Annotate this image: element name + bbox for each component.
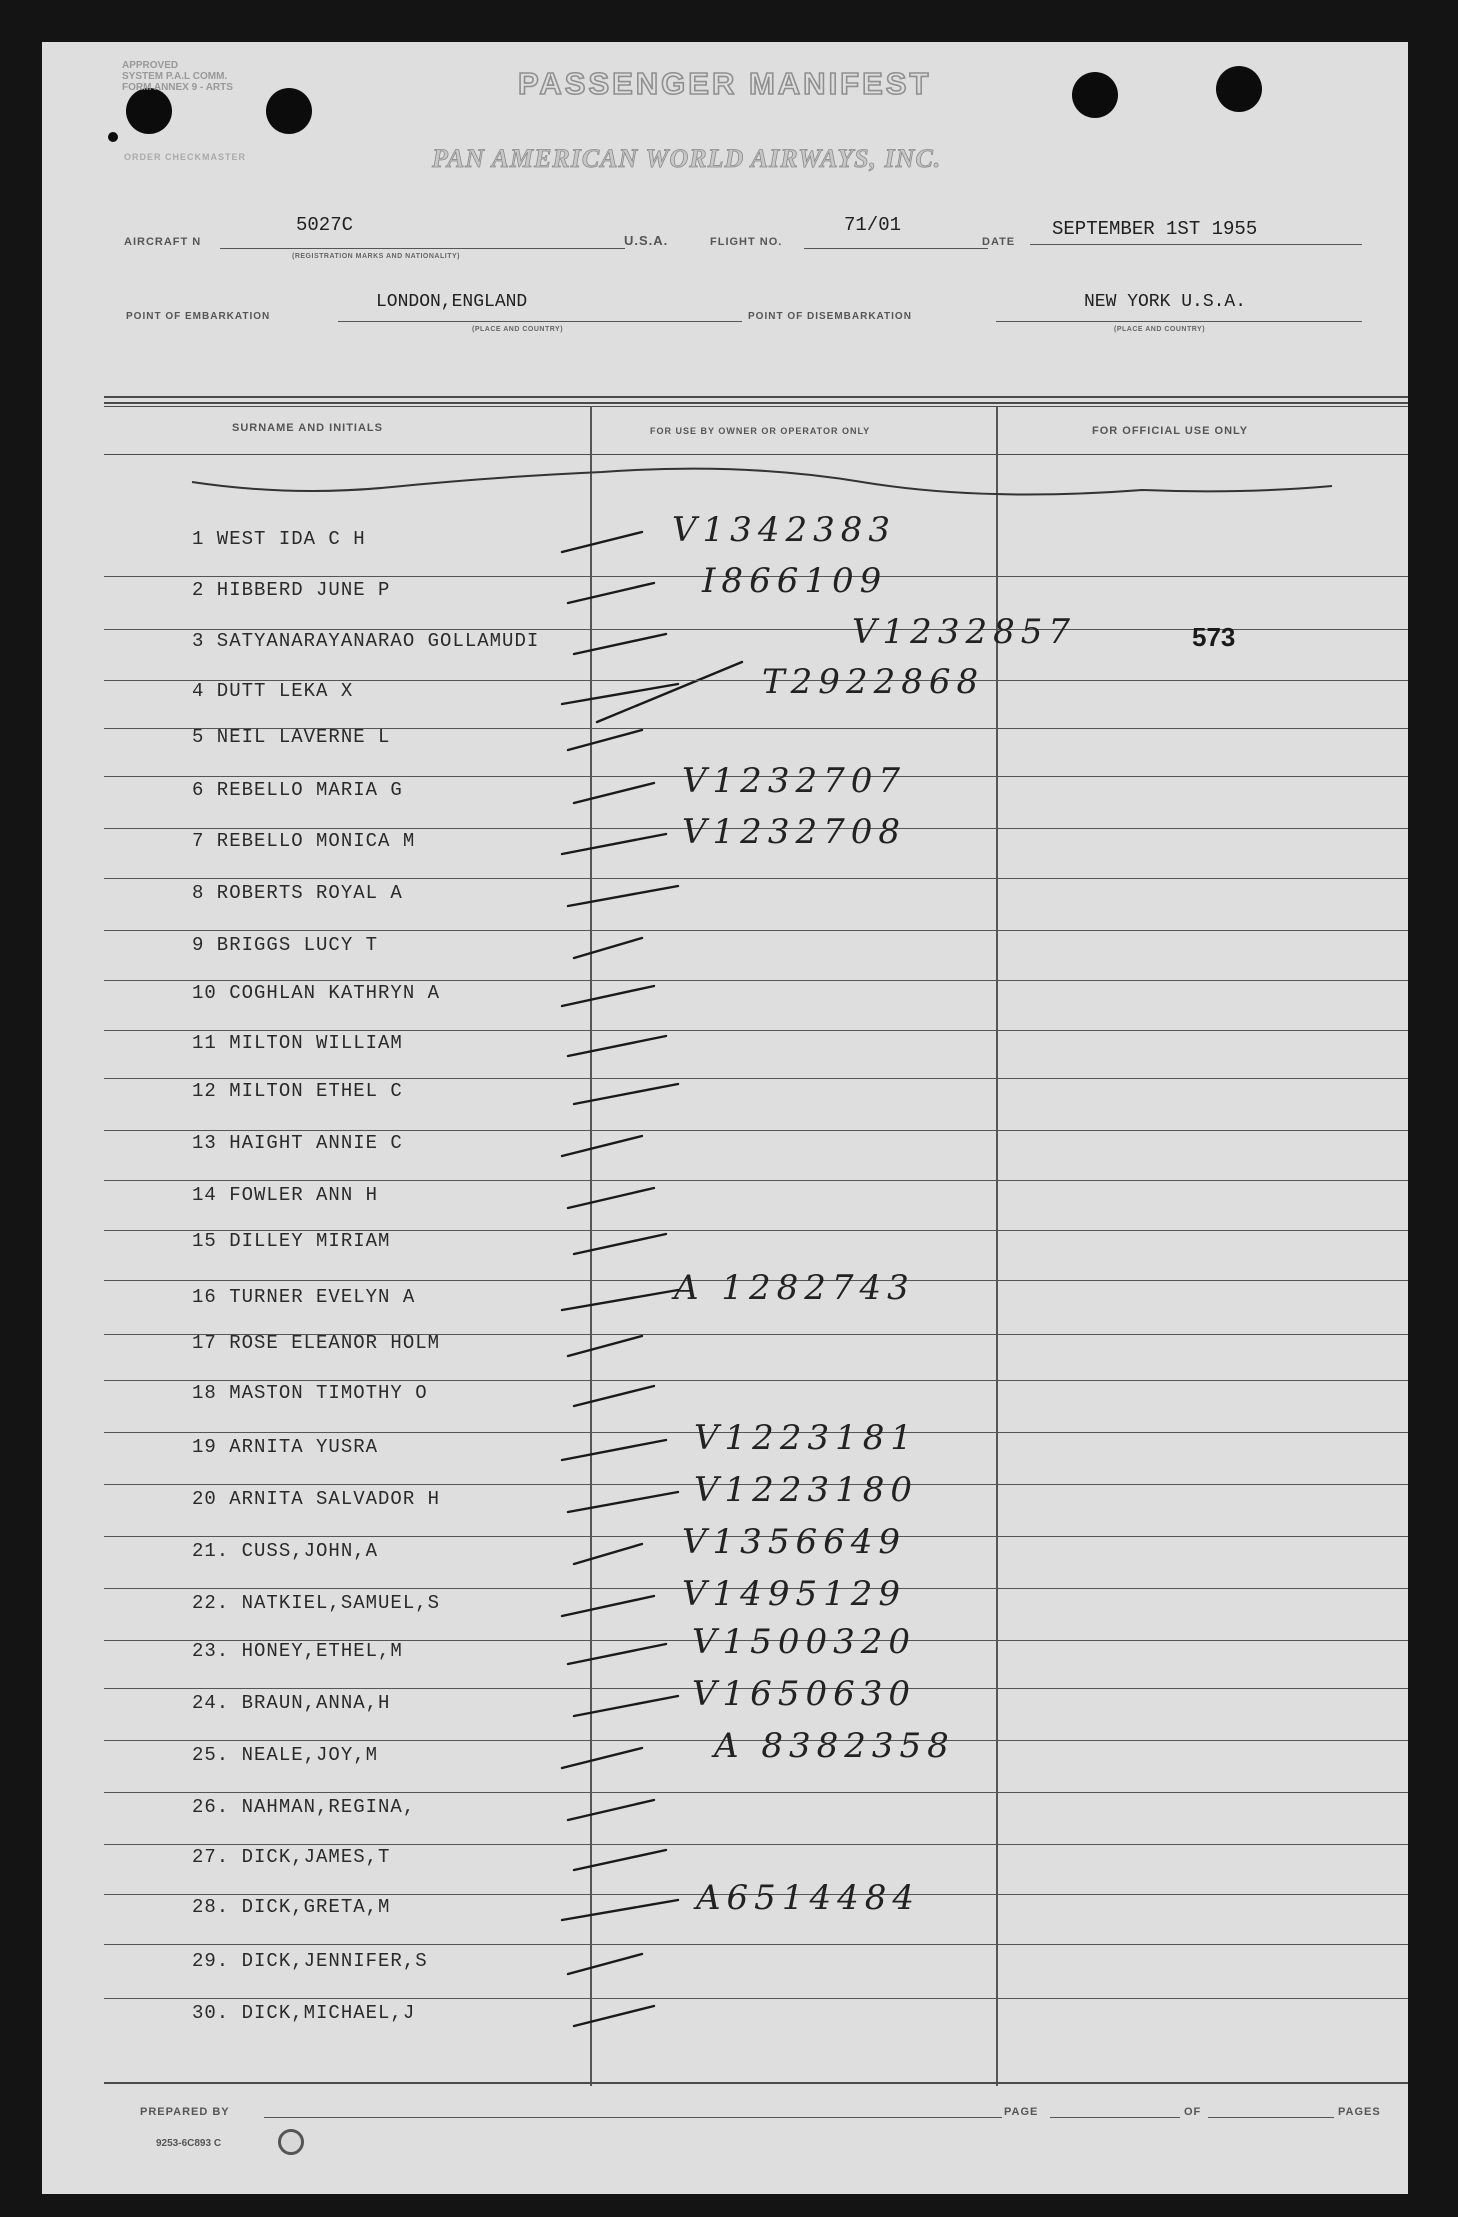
row-rule: [104, 1380, 1408, 1381]
passenger-name: 29. DICK,JENNIFER,S: [192, 1950, 428, 1972]
passenger-name: 18 MASTON TIMOTHY O: [192, 1382, 428, 1404]
embarkation-caption: (PLACE AND COUNTRY): [472, 326, 564, 333]
check-mark: [568, 1036, 666, 1056]
passenger-name: 28. DICK,GRETA,M: [192, 1896, 391, 1918]
form-number: 9253-6C893 C: [156, 2138, 222, 2149]
passenger-name: 24. BRAUN,ANNA,H: [192, 1692, 391, 1714]
check-mark: [568, 730, 642, 750]
disembarkation-caption: (PLACE AND COUNTRY): [1114, 326, 1206, 333]
document-number: V1232708: [682, 812, 906, 852]
usa-label: U.S.A.: [624, 233, 669, 248]
passenger-name: 14 FOWLER ANN H: [192, 1184, 379, 1206]
passenger-name: 23. HONEY,ETHEL,M: [192, 1640, 403, 1662]
column-header-surname: SURNAME AND INITIALS: [232, 422, 383, 434]
of-label: OF: [1184, 2106, 1202, 2118]
passenger-name: 20 ARNITA SALVADOR H: [192, 1488, 441, 1510]
order-stamp: ORDER CHECKMASTER: [124, 152, 247, 162]
passenger-name: 9 BRIGGS LUCY T: [192, 934, 379, 956]
check-mark: [574, 1234, 666, 1254]
column-header-official: FOR OFFICIAL USE ONLY: [1092, 425, 1249, 437]
flight-value: 71/01: [844, 214, 902, 236]
row-rule: [104, 878, 1408, 879]
passenger-name: 1 WEST IDA C H: [192, 528, 366, 550]
passenger-name: 10 COGHLAN KATHRYN A: [192, 982, 441, 1004]
document-number: A6514484: [696, 1878, 920, 1918]
check-mark: [574, 1084, 678, 1104]
check-mark: [568, 1800, 654, 1820]
check-mark: [562, 834, 666, 854]
check-mark: [562, 1136, 642, 1156]
passenger-name: 26. NAHMAN,REGINA,: [192, 1796, 416, 1818]
passenger-name: 25. NEALE,JOY,M: [192, 1744, 379, 1766]
row-rule: [104, 1130, 1408, 1131]
passenger-name: 15 DILLEY MIRIAM: [192, 1230, 391, 1252]
row-rule: [104, 980, 1408, 981]
passenger-name: 7 REBELLO MONICA M: [192, 830, 416, 852]
row-rule: [104, 1078, 1408, 1079]
passenger-name: 27. DICK,JAMES,T: [192, 1846, 391, 1868]
official-number: 573: [1192, 622, 1236, 652]
check-mark: [574, 1696, 678, 1716]
check-mark: [574, 2006, 654, 2026]
approval-stamp: APPROVED SYSTEM P.A.L COMM. FORM ANNEX 9 - ARTS: [122, 60, 233, 93]
aircraft-value: 5027C: [296, 214, 354, 236]
date-label: DATE: [982, 236, 1016, 248]
document-number: V1223181: [694, 1418, 918, 1458]
check-mark: [568, 1336, 642, 1356]
check-mark: [568, 1188, 654, 1208]
row-rule: [104, 1944, 1408, 1945]
disembarkation-value: NEW YORK U.S.A.: [1084, 292, 1247, 312]
prepared-by-label: PREPARED BY: [140, 2106, 230, 2118]
row-rule: [104, 1844, 1408, 1845]
row-rule: [104, 1792, 1408, 1793]
check-mark: [597, 662, 742, 722]
document-number: V1232857: [852, 612, 1076, 652]
document-number: V1495129: [682, 1574, 906, 1614]
document-number: V1223180: [694, 1470, 918, 1510]
document-number: T2922868: [762, 662, 985, 702]
check-mark: [568, 1492, 678, 1512]
document-number: A 8382358: [714, 1726, 955, 1766]
passenger-name: 2 HIBBERD JUNE P: [192, 579, 391, 601]
handwriting-overlay: [42, 42, 1408, 2194]
check-mark: [568, 1644, 666, 1664]
flight-label: FLIGHT NO.: [710, 236, 783, 248]
document-number: V1356649: [682, 1522, 906, 1562]
row-rule: [104, 1180, 1408, 1181]
union-seal-icon: [278, 2129, 304, 2155]
document-number: V1342383: [672, 510, 896, 550]
disembarkation-label: POINT OF DISEMBARKATION: [748, 311, 912, 322]
aircraft-label: AIRCRAFT N: [124, 236, 202, 248]
page-underline: [1050, 2117, 1180, 2118]
passenger-name: 6 REBELLO MARIA G: [192, 779, 403, 801]
passenger-name: 13 HAIGHT ANNIE C: [192, 1132, 403, 1154]
check-mark: [568, 886, 678, 906]
check-mark: [574, 1544, 642, 1564]
passenger-name: 19 ARNITA YUSRA: [192, 1436, 379, 1458]
row-rule: [104, 1030, 1408, 1031]
prepared-by-underline: [264, 2117, 1002, 2118]
date-value: SEPTEMBER 1ST 1955: [1052, 218, 1258, 240]
passenger-name: 3 SATYANARAYANARAO GOLLAMUDI: [192, 630, 540, 652]
check-mark: [568, 1954, 642, 1974]
document-number: I866109: [702, 561, 888, 601]
check-mark: [562, 986, 654, 1006]
passenger-name: 30. DICK,MICHAEL,J: [192, 2002, 416, 2024]
check-mark: [562, 684, 678, 704]
passenger-name: 4 DUTT LEKA X: [192, 680, 354, 702]
passenger-name: 11 MILTON WILLIAM: [192, 1032, 403, 1054]
document-number: A 1282743: [674, 1268, 915, 1308]
passenger-name: 17 ROSE ELEANOR HOLM: [192, 1332, 441, 1354]
check-mark: [562, 1290, 678, 1310]
manifest-sheet: [42, 42, 1408, 2194]
column-header-owner: FOR USE BY OWNER OR OPERATOR ONLY: [650, 426, 871, 436]
passenger-name: 5 NEIL LAVERNE L: [192, 726, 391, 748]
page-label: PAGE: [1004, 2106, 1039, 2118]
check-mark: [562, 1900, 678, 1920]
passenger-name: 21. CUSS,JOHN,A: [192, 1540, 379, 1562]
of-underline: [1208, 2117, 1334, 2118]
embarkation-value: LONDON,ENGLAND: [376, 292, 528, 312]
pages-label: PAGES: [1338, 2106, 1381, 2118]
passenger-name: 8 ROBERTS ROYAL A: [192, 882, 403, 904]
passenger-name: 12 MILTON ETHEL C: [192, 1080, 403, 1102]
check-mark: [562, 1748, 642, 1768]
check-mark: [562, 532, 642, 552]
company-name: PAN AMERICAN WORLD AIRWAYS, INC.: [432, 144, 942, 173]
document-number: V1500320: [692, 1622, 916, 1662]
table-bottom-rule: [104, 2082, 1408, 2084]
passenger-name: 22. NATKIEL,SAMUEL,S: [192, 1592, 441, 1614]
passenger-name: 16 TURNER EVELYN A: [192, 1286, 416, 1308]
document-number: V1650630: [692, 1674, 916, 1714]
check-mark: [562, 1596, 654, 1616]
row-rule: [104, 1998, 1408, 1999]
check-mark: [568, 583, 654, 603]
registration-caption: (REGISTRATION MARKS AND NATIONALITY): [292, 253, 460, 260]
page-title: PASSENGER MANIFEST: [518, 66, 932, 101]
check-mark: [574, 783, 654, 803]
embarkation-label: POINT OF EMBARKATION: [126, 311, 271, 322]
check-mark: [574, 1386, 654, 1406]
row-rule: [104, 930, 1408, 931]
check-mark: [574, 938, 642, 958]
document-number: V1232707: [682, 761, 906, 801]
check-mark: [574, 634, 666, 654]
pen-scribble: [192, 469, 1332, 495]
check-mark: [562, 1440, 666, 1460]
check-mark: [574, 1850, 666, 1870]
